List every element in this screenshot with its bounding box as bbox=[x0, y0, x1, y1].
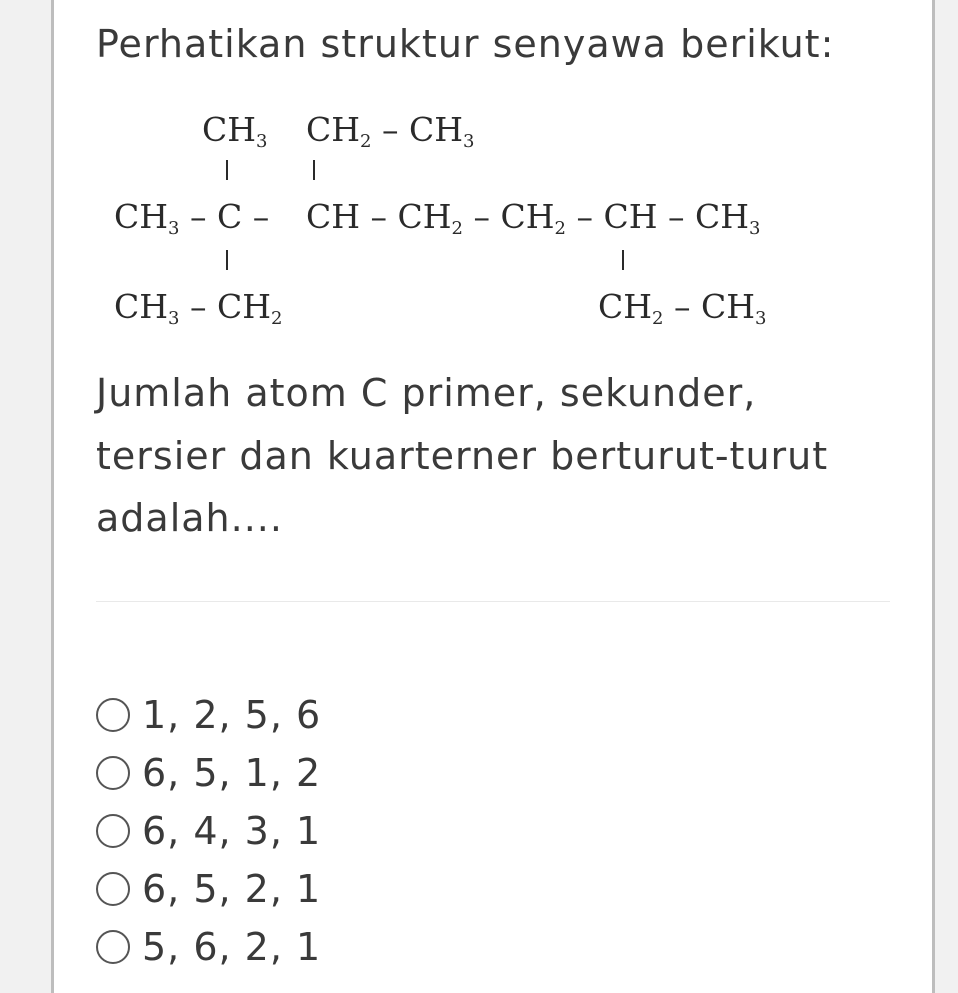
option-4[interactable] bbox=[96, 860, 321, 918]
bond-top-left bbox=[226, 160, 228, 180]
formula-top-left: $CH_3$ bbox=[202, 110, 268, 152]
radio-circle-icon[interactable] bbox=[96, 930, 130, 964]
option-3[interactable] bbox=[96, 802, 321, 860]
bond-bottom-right bbox=[622, 250, 624, 270]
option-label: 6, 5, 2, 1 bbox=[142, 867, 322, 911]
question-title: Perhatikan struktur senyawa berikut: bbox=[96, 22, 835, 66]
bond-top-right bbox=[313, 160, 315, 180]
formula-bottom-left: $CH_3 - CH_2$ bbox=[114, 287, 283, 329]
option-label: 5, 6, 2, 1 bbox=[142, 925, 322, 969]
radio-circle-icon[interactable] bbox=[96, 814, 130, 848]
answer-options bbox=[96, 686, 321, 976]
question-text-line-1: Jumlah atom C primer, sekunder, bbox=[96, 371, 757, 415]
radio-circle-icon[interactable] bbox=[96, 872, 130, 906]
formula-bottom-right: $CH_2 - CH_3$ bbox=[598, 287, 767, 329]
option-1[interactable] bbox=[96, 686, 321, 744]
option-2[interactable] bbox=[96, 744, 321, 802]
option-5[interactable] bbox=[96, 918, 321, 976]
radio-circle-icon[interactable] bbox=[96, 698, 130, 732]
bond-bottom-left bbox=[226, 250, 228, 270]
radio-circle-icon[interactable] bbox=[96, 756, 130, 790]
option-label: 6, 5, 1, 2 bbox=[142, 751, 322, 795]
question-text-line-3: adalah.... bbox=[96, 496, 283, 540]
formula-main-chain-left: $CH_3$ – C – bbox=[114, 197, 270, 239]
divider bbox=[96, 601, 890, 602]
formula-top-right: $CH_2 - CH_3$ bbox=[306, 110, 475, 152]
formula-main-chain-right: CH – $CH_2 - CH_2$ – CH – $CH_3$ bbox=[306, 197, 761, 239]
question-text-line-2: tersier dan kuarterner berturut-turut bbox=[96, 434, 829, 478]
option-label: 6, 4, 3, 1 bbox=[142, 809, 322, 853]
option-label: 1, 2, 5, 6 bbox=[142, 693, 322, 737]
